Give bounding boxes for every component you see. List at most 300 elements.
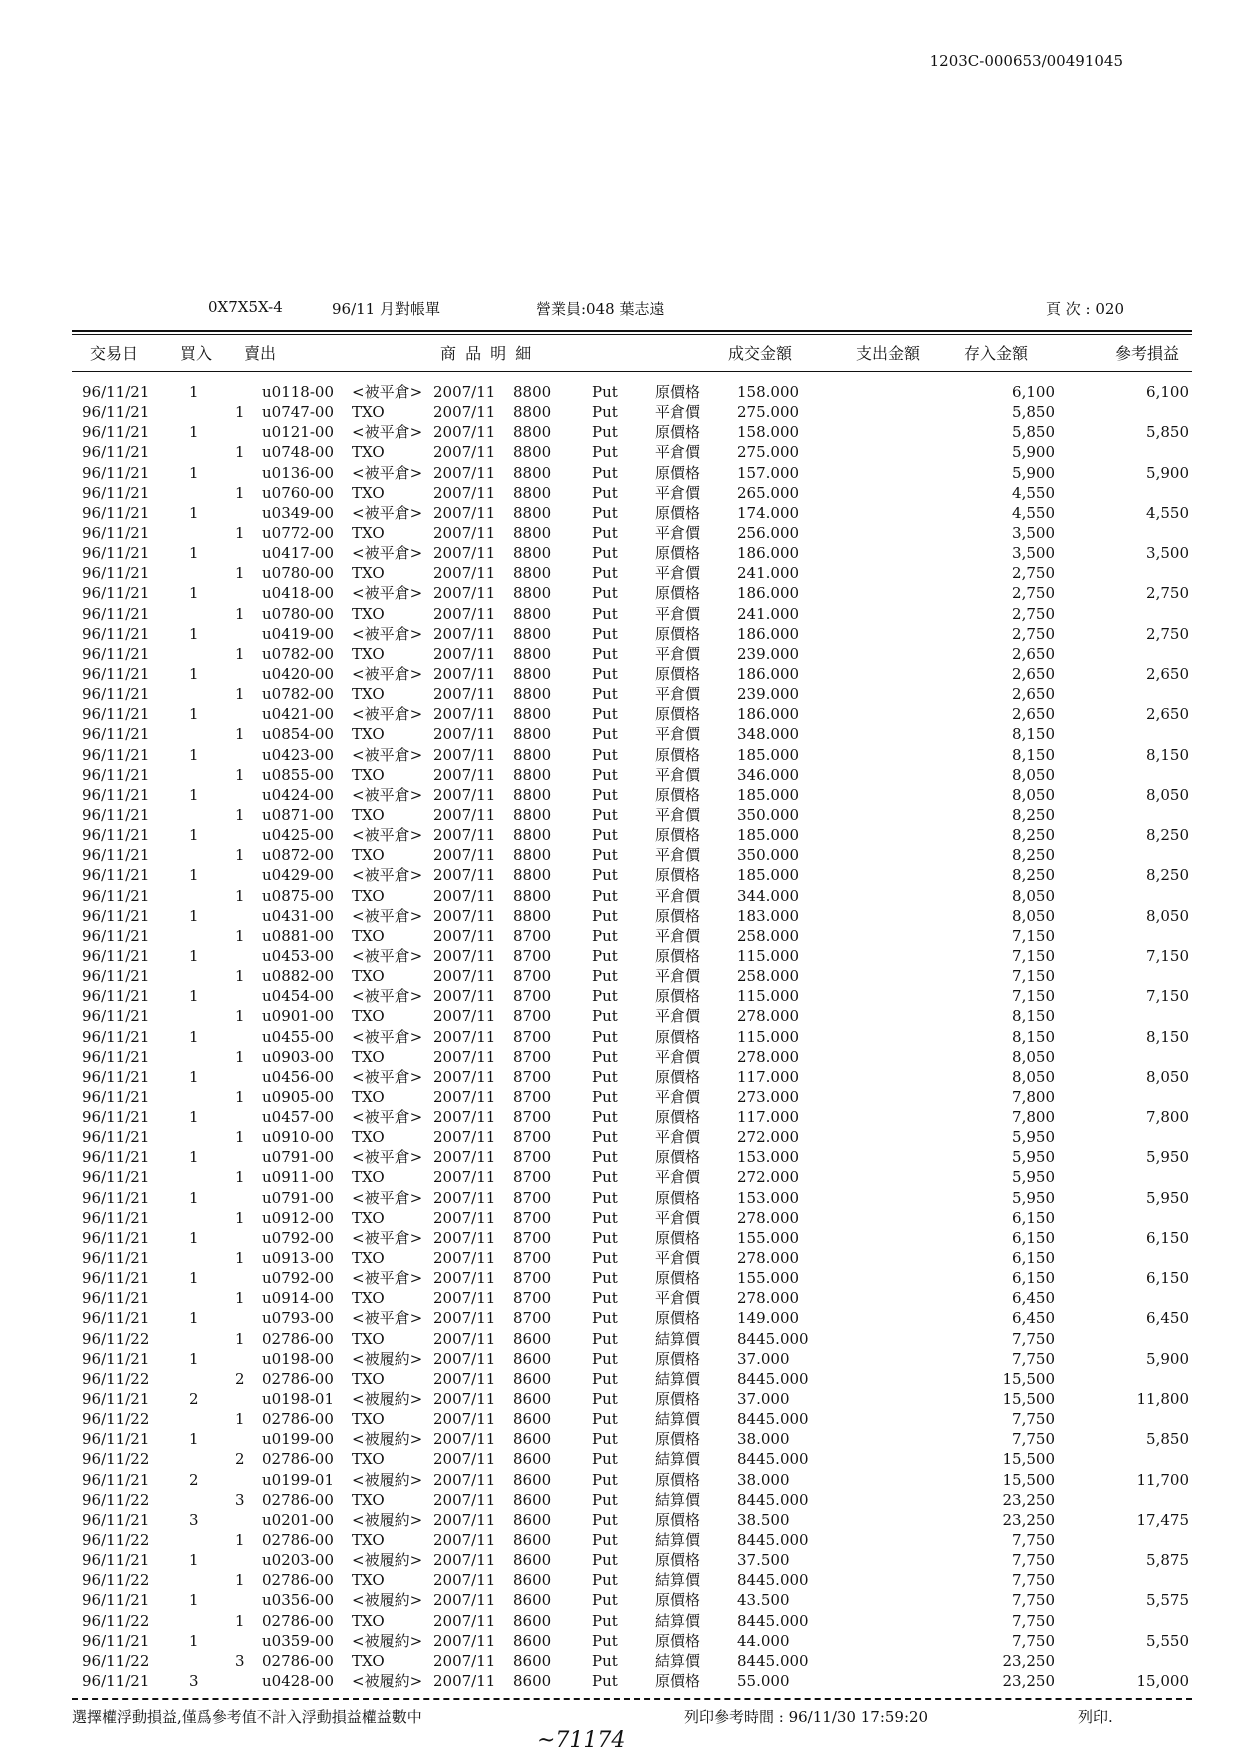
table-row bbox=[0, 1228, 1241, 1248]
cell-sell: 1 bbox=[235, 886, 245, 905]
table-row bbox=[0, 906, 1241, 926]
cell-id: u0910-00 bbox=[262, 1128, 334, 1147]
cell-date: 96/11/22 bbox=[82, 1490, 150, 1509]
cell-strike: 8600 bbox=[513, 1349, 552, 1368]
cell-date: 96/11/21 bbox=[82, 846, 150, 865]
cell-date: 96/11/21 bbox=[82, 1470, 150, 1489]
cell-kind: <被平倉> bbox=[352, 946, 423, 965]
cell-date: 96/11/21 bbox=[82, 926, 150, 945]
cell-deposit: 7,750 bbox=[1012, 1591, 1055, 1610]
print-label: 列印. bbox=[1078, 1708, 1113, 1726]
cell-plabel: 平倉價 bbox=[655, 967, 701, 986]
table-row bbox=[0, 1288, 1241, 1308]
cell-sell: 1 bbox=[235, 805, 245, 824]
cell-deposit: 23,250 bbox=[1002, 1672, 1055, 1690]
cell-sell: 1 bbox=[235, 483, 245, 502]
cell-kind: TXO bbox=[352, 644, 385, 663]
cell-type: Put bbox=[592, 946, 618, 965]
cell-deposit: 2,650 bbox=[1012, 644, 1055, 663]
cell-price: 115.000 bbox=[737, 1027, 800, 1046]
cell-date: 96/11/21 bbox=[82, 1269, 150, 1288]
cell-plabel: 平倉價 bbox=[655, 765, 701, 784]
cell-deposit: 2,750 bbox=[1012, 564, 1055, 583]
cell-sell: 2 bbox=[235, 1450, 245, 1469]
cell-id: 02786-00 bbox=[262, 1531, 334, 1550]
cell-plabel: 原價格 bbox=[655, 1188, 701, 1207]
cell-plabel: 平倉價 bbox=[655, 926, 701, 945]
cell-deposit: 7,750 bbox=[1012, 1531, 1055, 1550]
cell-id: u0421-00 bbox=[262, 705, 334, 724]
cell-plabel: 結算價 bbox=[655, 1369, 701, 1388]
cell-sell: 1 bbox=[235, 967, 245, 986]
cell-month: 2007/11 bbox=[433, 1410, 496, 1429]
cell-type: Put bbox=[592, 1450, 618, 1469]
cell-deposit: 6,100 bbox=[1012, 383, 1055, 401]
cell-month: 2007/11 bbox=[433, 1672, 496, 1690]
cell-id: 02786-00 bbox=[262, 1651, 334, 1670]
cell-plabel: 原價格 bbox=[655, 1551, 701, 1570]
cell-deposit: 8,050 bbox=[1012, 785, 1055, 804]
cell-id: u0791-00 bbox=[262, 1188, 334, 1207]
cell-plabel: 平倉價 bbox=[655, 1249, 701, 1268]
cell-id: u0419-00 bbox=[262, 624, 334, 643]
cell-date: 96/11/21 bbox=[82, 765, 150, 784]
cell-plabel: 原價格 bbox=[655, 383, 701, 401]
cell-month: 2007/11 bbox=[433, 584, 496, 603]
cell-kind: <被平倉> bbox=[352, 705, 423, 724]
cell-month: 2007/11 bbox=[433, 1168, 496, 1187]
cell-id: u0359-00 bbox=[262, 1631, 334, 1650]
cell-strike: 8800 bbox=[513, 805, 552, 824]
cell-type: Put bbox=[592, 1128, 618, 1147]
cell-price: 55.000 bbox=[737, 1672, 790, 1690]
cell-kind: TXO bbox=[352, 564, 385, 583]
cell-date: 96/11/21 bbox=[82, 1128, 150, 1147]
table-row bbox=[0, 1409, 1241, 1429]
cell-id: u0453-00 bbox=[262, 946, 334, 965]
cell-id: u0793-00 bbox=[262, 1309, 334, 1328]
cell-plabel: 原價格 bbox=[655, 1309, 701, 1328]
cell-price: 186.000 bbox=[737, 664, 800, 683]
cell-date: 96/11/21 bbox=[82, 1188, 150, 1207]
cell-deposit: 8,050 bbox=[1012, 1067, 1055, 1086]
cell-date: 96/11/21 bbox=[82, 1289, 150, 1308]
cell-pl: 8,150 bbox=[1146, 745, 1189, 764]
table-row bbox=[0, 1590, 1241, 1610]
table-row bbox=[0, 644, 1241, 664]
cell-plabel: 原價格 bbox=[655, 1430, 701, 1449]
cell-deposit: 7,750 bbox=[1012, 1410, 1055, 1429]
cell-strike: 8700 bbox=[513, 1148, 552, 1167]
cell-deposit: 5,850 bbox=[1012, 423, 1055, 442]
cell-date: 96/11/21 bbox=[82, 987, 150, 1006]
cell-deposit: 5,950 bbox=[1012, 1148, 1055, 1167]
cell-deposit: 5,950 bbox=[1012, 1168, 1055, 1187]
cell-pl: 8,050 bbox=[1146, 785, 1189, 804]
table-row bbox=[0, 1147, 1241, 1167]
cell-strike: 8600 bbox=[513, 1672, 552, 1690]
cell-plabel: 原價格 bbox=[655, 463, 701, 482]
cell-plabel: 原價格 bbox=[655, 1108, 701, 1127]
cell-strike: 8800 bbox=[513, 785, 552, 804]
cell-id: u0905-00 bbox=[262, 1087, 334, 1106]
cell-plabel: 原價格 bbox=[655, 1510, 701, 1529]
cell-deposit: 6,450 bbox=[1012, 1309, 1055, 1328]
cell-pl: 11,700 bbox=[1136, 1470, 1189, 1489]
cell-kind: <被平倉> bbox=[352, 463, 423, 482]
cell-id: u0199-01 bbox=[262, 1470, 334, 1489]
cell-id: 02786-00 bbox=[262, 1450, 334, 1469]
cell-sell: 1 bbox=[235, 1208, 245, 1227]
col-header-product: 商 品 明 細 bbox=[440, 344, 534, 363]
cell-plabel: 原價格 bbox=[655, 1027, 701, 1046]
cell-type: Put bbox=[592, 1087, 618, 1106]
cell-price: 37.000 bbox=[737, 1349, 790, 1368]
cell-date: 96/11/21 bbox=[82, 725, 150, 744]
cell-month: 2007/11 bbox=[433, 1551, 496, 1570]
cell-plabel: 平倉價 bbox=[655, 725, 701, 744]
cell-kind: <被履約> bbox=[352, 1470, 423, 1489]
cell-date: 96/11/21 bbox=[82, 906, 150, 925]
cell-id: 02786-00 bbox=[262, 1490, 334, 1509]
cell-date: 96/11/21 bbox=[82, 1027, 150, 1046]
cell-plabel: 原價格 bbox=[655, 1269, 701, 1288]
cell-kind: TXO bbox=[352, 1651, 385, 1670]
cell-type: Put bbox=[592, 403, 618, 422]
cell-date: 96/11/21 bbox=[82, 1430, 150, 1449]
cell-month: 2007/11 bbox=[433, 564, 496, 583]
cell-type: Put bbox=[592, 846, 618, 865]
table-row bbox=[0, 1087, 1241, 1107]
table-row bbox=[0, 1167, 1241, 1187]
cell-plabel: 原價格 bbox=[655, 544, 701, 563]
cell-plabel: 原價格 bbox=[655, 664, 701, 683]
cell-deposit: 6,150 bbox=[1012, 1208, 1055, 1227]
cell-kind: TXO bbox=[352, 1289, 385, 1308]
cell-month: 2007/11 bbox=[433, 725, 496, 744]
cell-strike: 8800 bbox=[513, 403, 552, 422]
cell-month: 2007/11 bbox=[433, 1108, 496, 1127]
cell-kind: <被履約> bbox=[352, 1430, 423, 1449]
cell-date: 96/11/21 bbox=[82, 503, 150, 522]
cell-month: 2007/11 bbox=[433, 785, 496, 804]
cell-type: Put bbox=[592, 584, 618, 603]
cell-kind: TXO bbox=[352, 1531, 385, 1550]
cell-plabel: 平倉價 bbox=[655, 1208, 701, 1227]
cell-date: 96/11/21 bbox=[82, 564, 150, 583]
table-row bbox=[0, 563, 1241, 583]
cell-sell: 1 bbox=[235, 1047, 245, 1066]
cell-strike: 8800 bbox=[513, 523, 552, 542]
cell-sell: 1 bbox=[235, 1410, 245, 1429]
cell-deposit: 7,150 bbox=[1012, 926, 1055, 945]
cell-strike: 8700 bbox=[513, 1228, 552, 1247]
cell-type: Put bbox=[592, 987, 618, 1006]
cell-strike: 8800 bbox=[513, 443, 552, 462]
cell-deposit: 8,050 bbox=[1012, 765, 1055, 784]
cell-deposit: 8,050 bbox=[1012, 886, 1055, 905]
cell-type: Put bbox=[592, 423, 618, 442]
cell-strike: 8600 bbox=[513, 1329, 552, 1348]
cell-deposit: 7,750 bbox=[1012, 1571, 1055, 1590]
cell-strike: 8800 bbox=[513, 503, 552, 522]
cell-price: 117.000 bbox=[737, 1108, 800, 1127]
cell-buy: 1 bbox=[189, 1188, 199, 1207]
cell-deposit: 23,250 bbox=[1002, 1651, 1055, 1670]
cell-strike: 8800 bbox=[513, 906, 552, 925]
cell-price: 185.000 bbox=[737, 826, 800, 845]
cell-kind: <被平倉> bbox=[352, 1188, 423, 1207]
cell-strike: 8700 bbox=[513, 1269, 552, 1288]
cell-deposit: 8,150 bbox=[1012, 725, 1055, 744]
cell-month: 2007/11 bbox=[433, 1289, 496, 1308]
cell-deposit: 15,500 bbox=[1002, 1450, 1055, 1469]
cell-price: 155.000 bbox=[737, 1269, 800, 1288]
cell-type: Put bbox=[592, 1430, 618, 1449]
cell-strike: 8800 bbox=[513, 624, 552, 643]
cell-sell: 1 bbox=[235, 846, 245, 865]
col-header-date: 交易日 bbox=[90, 344, 139, 363]
cell-type: Put bbox=[592, 1551, 618, 1570]
cell-kind: <被平倉> bbox=[352, 826, 423, 845]
cell-sell: 1 bbox=[235, 1249, 245, 1268]
cell-month: 2007/11 bbox=[433, 544, 496, 563]
cell-type: Put bbox=[592, 1188, 618, 1207]
cell-date: 96/11/21 bbox=[82, 1349, 150, 1368]
cell-deposit: 5,950 bbox=[1012, 1128, 1055, 1147]
cell-plabel: 原價格 bbox=[655, 1672, 701, 1690]
cell-strike: 8800 bbox=[513, 664, 552, 683]
cell-id: u0903-00 bbox=[262, 1047, 334, 1066]
cell-deposit: 3,500 bbox=[1012, 544, 1055, 563]
cell-type: Put bbox=[592, 826, 618, 845]
table-row bbox=[0, 966, 1241, 986]
cell-kind: <被平倉> bbox=[352, 624, 423, 643]
cell-date: 96/11/21 bbox=[82, 403, 150, 422]
cell-date: 96/11/21 bbox=[82, 1510, 150, 1529]
cell-price: 273.000 bbox=[737, 1087, 800, 1106]
cell-strike: 8600 bbox=[513, 1631, 552, 1650]
cell-type: Put bbox=[592, 1531, 618, 1550]
table-row bbox=[0, 926, 1241, 946]
cell-kind: TXO bbox=[352, 1208, 385, 1227]
table-row bbox=[0, 825, 1241, 845]
table-row bbox=[0, 1550, 1241, 1570]
cell-month: 2007/11 bbox=[433, 403, 496, 422]
cell-strike: 8800 bbox=[513, 765, 552, 784]
cell-id: u0203-00 bbox=[262, 1551, 334, 1570]
cell-strike: 8800 bbox=[513, 826, 552, 845]
cell-kind: TXO bbox=[352, 1571, 385, 1590]
cell-plabel: 原價格 bbox=[655, 1591, 701, 1610]
cell-date: 96/11/21 bbox=[82, 544, 150, 563]
cell-type: Put bbox=[592, 906, 618, 925]
cell-month: 2007/11 bbox=[433, 423, 496, 442]
table-row bbox=[0, 1047, 1241, 1067]
cell-month: 2007/11 bbox=[433, 866, 496, 885]
table-row bbox=[0, 1611, 1241, 1631]
cell-kind: TXO bbox=[352, 1611, 385, 1630]
cell-strike: 8700 bbox=[513, 987, 552, 1006]
cell-buy: 1 bbox=[189, 826, 199, 845]
cell-type: Put bbox=[592, 664, 618, 683]
cell-price: 158.000 bbox=[737, 423, 800, 442]
cell-date: 96/11/21 bbox=[82, 1047, 150, 1066]
cell-month: 2007/11 bbox=[433, 1047, 496, 1066]
cell-date: 96/11/21 bbox=[82, 886, 150, 905]
cell-plabel: 平倉價 bbox=[655, 483, 701, 502]
cell-plabel: 平倉價 bbox=[655, 1168, 701, 1187]
cell-deposit: 8,150 bbox=[1012, 1027, 1055, 1046]
cell-month: 2007/11 bbox=[433, 705, 496, 724]
cell-price: 8445.000 bbox=[737, 1571, 809, 1590]
cell-id: u0780-00 bbox=[262, 604, 334, 623]
cell-plabel: 平倉價 bbox=[655, 523, 701, 542]
cell-strike: 8600 bbox=[513, 1369, 552, 1388]
table-row bbox=[0, 664, 1241, 684]
cell-kind: TXO bbox=[352, 725, 385, 744]
cell-month: 2007/11 bbox=[433, 463, 496, 482]
cell-date: 96/11/21 bbox=[82, 463, 150, 482]
cell-buy: 1 bbox=[189, 1067, 199, 1086]
cell-type: Put bbox=[592, 1490, 618, 1509]
cell-plabel: 平倉價 bbox=[655, 443, 701, 462]
col-header-deposit: 存入金額 bbox=[964, 344, 1029, 363]
cell-sell: 1 bbox=[235, 403, 245, 422]
cell-deposit: 23,250 bbox=[1002, 1490, 1055, 1509]
table-row bbox=[0, 1389, 1241, 1409]
cell-strike: 8600 bbox=[513, 1551, 552, 1570]
cell-type: Put bbox=[592, 443, 618, 462]
cell-type: Put bbox=[592, 1309, 618, 1328]
cell-strike: 8600 bbox=[513, 1410, 552, 1429]
cell-kind: <被履約> bbox=[352, 1631, 423, 1650]
cell-plabel: 平倉價 bbox=[655, 1128, 701, 1147]
cell-strike: 8600 bbox=[513, 1450, 552, 1469]
table-row bbox=[0, 1308, 1241, 1328]
cell-id: u0772-00 bbox=[262, 523, 334, 542]
cell-deposit: 6,150 bbox=[1012, 1249, 1055, 1268]
cell-type: Put bbox=[592, 1228, 618, 1247]
cell-pl: 5,900 bbox=[1146, 463, 1189, 482]
cell-kind: TXO bbox=[352, 926, 385, 945]
cell-kind: <被平倉> bbox=[352, 503, 423, 522]
cell-date: 96/11/21 bbox=[82, 1390, 150, 1409]
cell-month: 2007/11 bbox=[433, 1611, 496, 1630]
cell-sell: 1 bbox=[235, 644, 245, 663]
cell-type: Put bbox=[592, 523, 618, 542]
cell-plabel: 結算價 bbox=[655, 1531, 701, 1550]
cell-kind: <被平倉> bbox=[352, 745, 423, 764]
cell-pl: 5,550 bbox=[1146, 1631, 1189, 1650]
col-header-sell: 賣出 bbox=[244, 344, 277, 363]
cell-plabel: 結算價 bbox=[655, 1450, 701, 1469]
cell-kind: <被履約> bbox=[352, 1390, 423, 1409]
cell-date: 96/11/21 bbox=[82, 1228, 150, 1247]
cell-deposit: 7,750 bbox=[1012, 1329, 1055, 1348]
table-row bbox=[0, 422, 1241, 442]
table-row bbox=[0, 1429, 1241, 1449]
cell-plabel: 原價格 bbox=[655, 624, 701, 643]
cell-price: 8445.000 bbox=[737, 1531, 809, 1550]
cell-deposit: 2,750 bbox=[1012, 584, 1055, 603]
cell-plabel: 原價格 bbox=[655, 584, 701, 603]
cell-month: 2007/11 bbox=[433, 1329, 496, 1348]
cell-buy: 1 bbox=[189, 463, 199, 482]
cell-kind: TXO bbox=[352, 1047, 385, 1066]
cell-deposit: 4,550 bbox=[1012, 503, 1055, 522]
cell-month: 2007/11 bbox=[433, 1631, 496, 1650]
page-number: 頁 次 : 020 bbox=[1046, 300, 1124, 318]
cell-kind: TXO bbox=[352, 685, 385, 704]
cell-month: 2007/11 bbox=[433, 1128, 496, 1147]
cell-strike: 8700 bbox=[513, 1087, 552, 1106]
cell-price: 186.000 bbox=[737, 544, 800, 563]
cell-price: 8445.000 bbox=[737, 1611, 809, 1630]
cell-strike: 8700 bbox=[513, 1108, 552, 1127]
cell-deposit: 23,250 bbox=[1002, 1510, 1055, 1529]
cell-id: u0782-00 bbox=[262, 644, 334, 663]
cell-id: u0911-00 bbox=[262, 1168, 334, 1187]
cell-sell: 1 bbox=[235, 1571, 245, 1590]
cell-date: 96/11/21 bbox=[82, 423, 150, 442]
cell-deposit: 8,250 bbox=[1012, 846, 1055, 865]
cell-strike: 8800 bbox=[513, 685, 552, 704]
cell-kind: TXO bbox=[352, 1087, 385, 1106]
cell-id: u0791-00 bbox=[262, 1148, 334, 1167]
cell-pl: 2,750 bbox=[1146, 584, 1189, 603]
cell-buy: 1 bbox=[189, 584, 199, 603]
cell-deposit: 2,750 bbox=[1012, 604, 1055, 623]
cell-price: 278.000 bbox=[737, 1047, 800, 1066]
cell-id: u0872-00 bbox=[262, 846, 334, 865]
cell-pl: 2,650 bbox=[1146, 664, 1189, 683]
cell-buy: 1 bbox=[189, 745, 199, 764]
cell-month: 2007/11 bbox=[433, 604, 496, 623]
cell-price: 8445.000 bbox=[737, 1450, 809, 1469]
cell-price: 157.000 bbox=[737, 463, 800, 482]
cell-pl: 7,150 bbox=[1146, 987, 1189, 1006]
cell-price: 37.500 bbox=[737, 1551, 790, 1570]
cell-type: Put bbox=[592, 564, 618, 583]
cell-date: 96/11/21 bbox=[82, 1067, 150, 1086]
cell-date: 96/11/21 bbox=[82, 1007, 150, 1026]
cell-plabel: 平倉價 bbox=[655, 1289, 701, 1308]
cell-strike: 8700 bbox=[513, 1128, 552, 1147]
cell-strike: 8800 bbox=[513, 846, 552, 865]
cell-price: 8445.000 bbox=[737, 1329, 809, 1348]
cell-strike: 8700 bbox=[513, 1067, 552, 1086]
cell-type: Put bbox=[592, 1410, 618, 1429]
table-row bbox=[0, 382, 1241, 402]
cell-sell: 1 bbox=[235, 1087, 245, 1106]
cell-kind: TXO bbox=[352, 1369, 385, 1388]
cell-buy: 1 bbox=[189, 866, 199, 885]
cell-month: 2007/11 bbox=[433, 1148, 496, 1167]
cell-deposit: 7,750 bbox=[1012, 1631, 1055, 1650]
cell-price: 185.000 bbox=[737, 866, 800, 885]
cell-month: 2007/11 bbox=[433, 886, 496, 905]
cell-type: Put bbox=[592, 1067, 618, 1086]
cell-strike: 8600 bbox=[513, 1470, 552, 1489]
cell-type: Put bbox=[592, 624, 618, 643]
table-row bbox=[0, 805, 1241, 825]
table-row bbox=[0, 1369, 1241, 1389]
table-row bbox=[0, 604, 1241, 624]
cell-date: 96/11/21 bbox=[82, 705, 150, 724]
cell-buy: 1 bbox=[189, 624, 199, 643]
cell-kind: <被平倉> bbox=[352, 1269, 423, 1288]
